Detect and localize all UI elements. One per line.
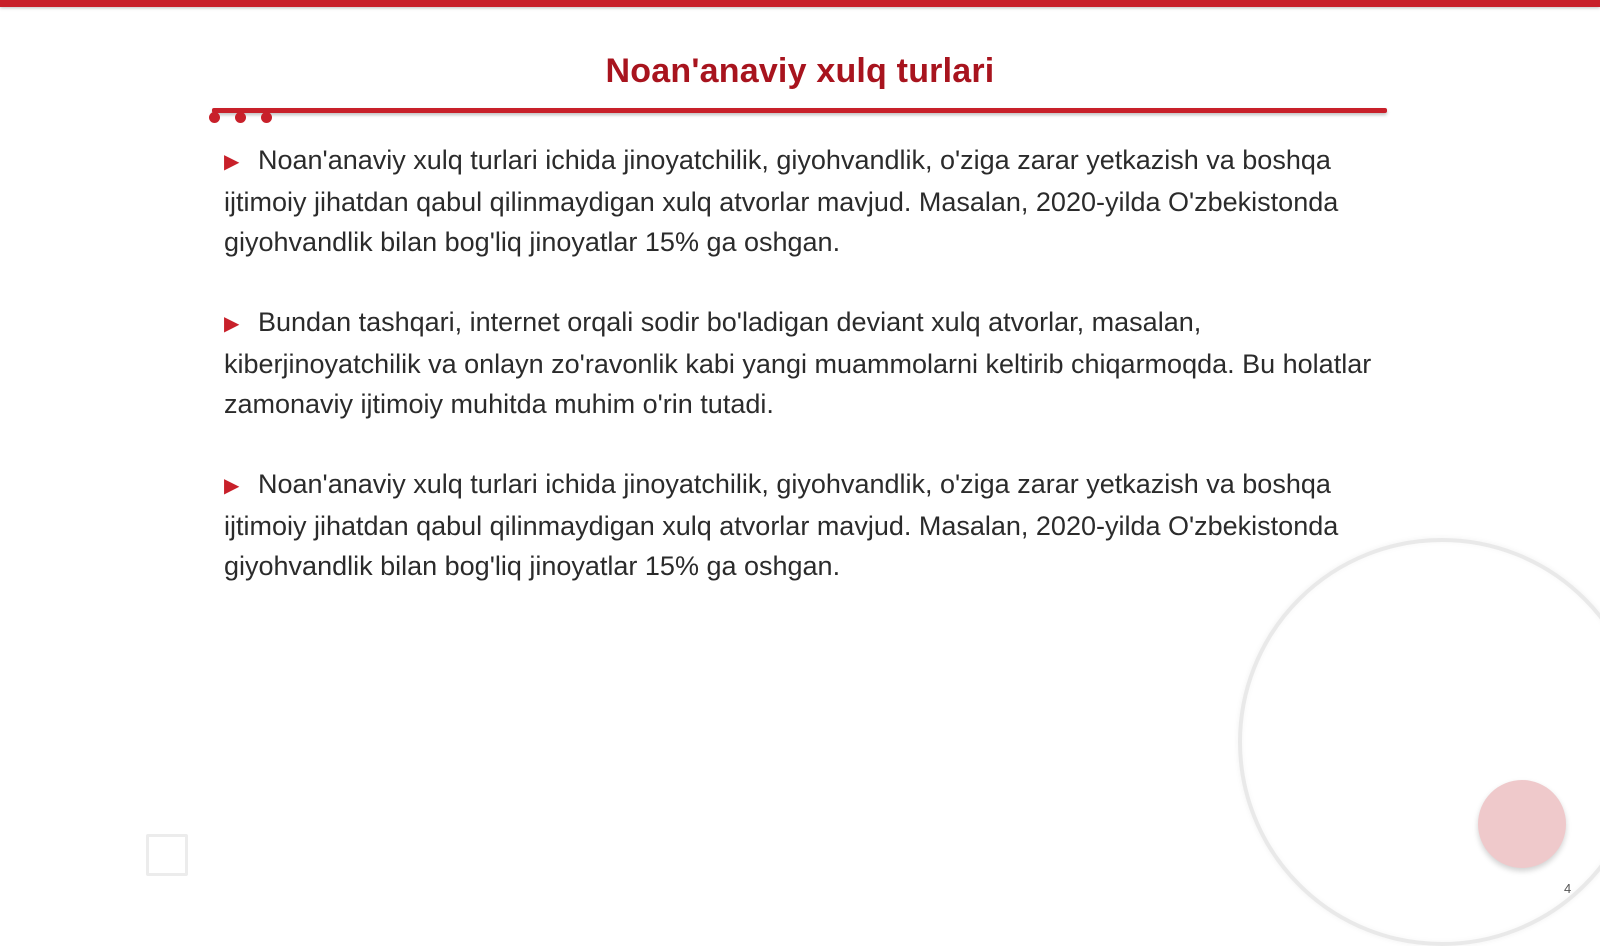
decor-square: [146, 834, 188, 876]
triangle-bullet-icon: ▶: [224, 151, 240, 173]
bullet-text: Noan'anaviy xulq turlari ichida jinoyatchilik, giyohvandlik, o'ziga zarar yetkazish va boshqa ijtimoiy jihatdan qabul qilinmaydigan xulq atvorlar mavjud. Masalan, 2020-yilda O'zbekistonda giyohvandlik bilan bog'liq jinoyatlar 15% ga oshgan.: [224, 145, 1339, 257]
slide-title: Noan'anaviy xulq turlari: [605, 52, 995, 90]
triangle-bullet-icon: ▶: [224, 313, 240, 335]
bullet-text: Noan'anaviy xulq turlari ichida jinoyatchilik, giyohvandlik, o'ziga zarar yetkazish va boshqa ijtimoiy jihatdan qabul qilinmaydigan xulq atvorlar mavjud. Masalan, 2020-yilda O'zbekistonda giyohvandlik bilan bog'liq jinoyatlar 15% ga oshgan.: [224, 469, 1339, 581]
decor-circle: [1478, 780, 1566, 868]
bullet-paragraph: [224, 302, 1374, 424]
bullet-paragraph: [224, 140, 1374, 262]
slide-body: [224, 140, 1374, 626]
triangle-bullet-icon: ▶: [224, 475, 240, 497]
decor-dot: [209, 112, 220, 123]
bullet-text: Bundan tashqari, internet orqali sodir bo'ladigan deviant xulq atvorlar, masalan, kiberjinoyatchilik va onlayn zo'ravonlik kabi yangi muammolarni keltirib chiqarmoqda. Bu holatlar zamonaviy ijtimoiy muhitda muhim o'rin tutadi.: [224, 307, 1372, 419]
bullet-paragraph: [224, 464, 1374, 586]
top-accent-bar: [0, 0, 1600, 7]
page-number: 4: [1564, 881, 1572, 896]
decor-dot: [261, 112, 272, 123]
title-underline: [212, 108, 1387, 113]
decor-dot: [235, 112, 246, 123]
